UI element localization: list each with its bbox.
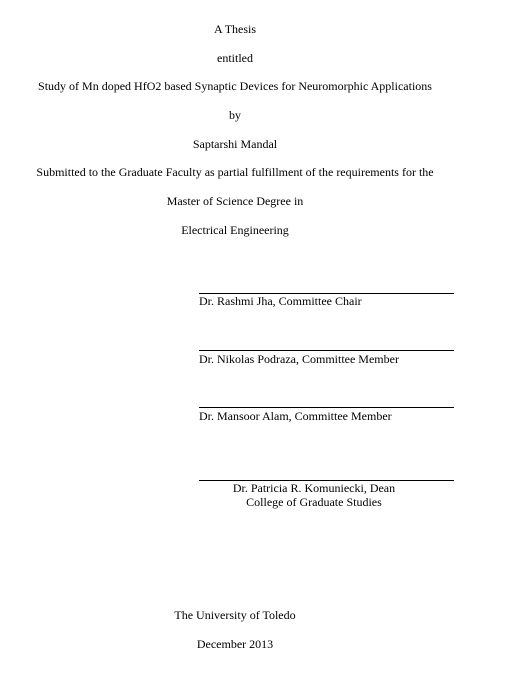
signature-line-member-2 [199,407,454,408]
committee-member-name: Dr. Nikolas Podraza, Committee Member [199,352,399,366]
university-name: The University of Toledo [174,608,296,622]
author-name: Saptarshi Mandal [192,137,278,151]
thesis-title: Study of Mn doped HfO2 based Synaptic Devices for Neuromorphic Applications [38,79,432,93]
degree-name: Master of Science Degree in [166,194,304,208]
entitled-label: entitled [217,51,253,65]
degree-field: Electrical Engineering [181,223,289,237]
dean-office: College of Graduate Studies [246,495,382,509]
by-label: by [229,108,241,122]
committee-chair-name: Dr. Rashmi Jha, Committee Chair [199,294,362,308]
submission-date: December 2013 [196,637,274,651]
submission-statement: Submitted to the Graduate Faculty as partial fulfillment of the requirements for the [36,165,434,179]
dean-name: Dr. Patricia R. Komuniecki, Dean [232,481,396,495]
signature-line-member-1 [199,350,454,351]
thesis-label: A Thesis [213,22,257,36]
committee-member-name: Dr. Mansoor Alam, Committee Member [199,409,392,423]
